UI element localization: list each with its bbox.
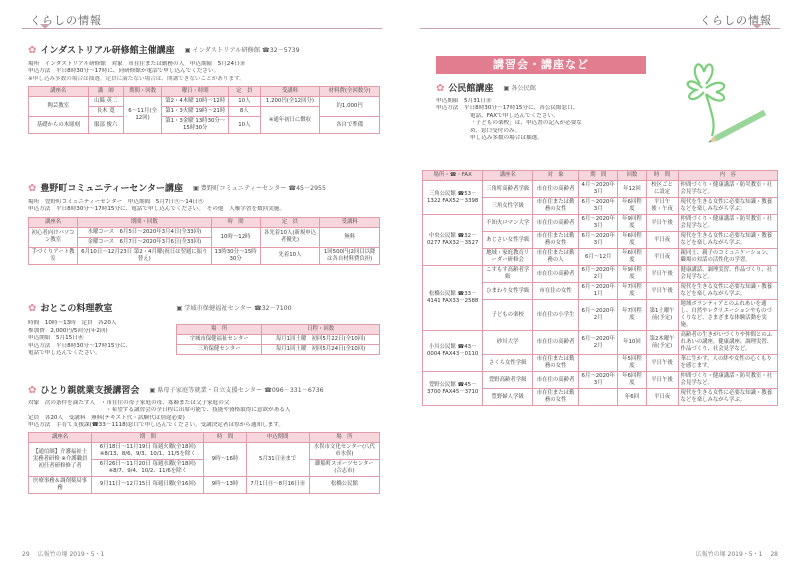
header-rule: [22, 28, 382, 29]
col-header: 講 師: [88, 87, 123, 97]
cell: 年6回程度: [618, 198, 646, 215]
cell: 平日午後: [646, 266, 678, 283]
cell: 水俣市文化センター(八代市水俣): [309, 442, 379, 459]
col-header: 期間・回数: [78, 217, 211, 227]
section-single-parent: [28, 384, 380, 494]
cell: 年9回程度: [618, 266, 646, 283]
section-title-text: 公民館講座: [448, 83, 494, 94]
col-header: 回数: [618, 171, 646, 181]
table-row: [423, 215, 778, 232]
info-line: 時間 10時～13時 定員 各20人: [28, 320, 117, 326]
page-footer-right: [696, 551, 778, 559]
info-line: 電話、FAXで申し込んでください。: [470, 112, 559, 119]
section-title-text: おとこの料理教室: [40, 303, 113, 314]
cell: 子どもの楽校: [483, 300, 533, 331]
col-header: 期間・回数: [123, 87, 162, 97]
cell: 三角保健センター: [177, 345, 262, 355]
cell: 市在住の女性: [533, 283, 579, 300]
cell: 毎月1回土曜 初回5月24日(全10回): [262, 345, 380, 355]
cell: 基礎からの木彫刻: [29, 117, 89, 134]
cell: 現代を生きる女性に必要な知識・教養などを楽しみながら学ぶ。: [678, 389, 777, 406]
col-header: 期 間: [92, 432, 204, 442]
cell: 現代を生きる女性に必要な知識・教養などを楽しみながら学ぶ。: [678, 283, 777, 300]
cell: 親同士、親子のコミュニケーション、職場の対話の活性化の学習。: [678, 249, 777, 266]
cell: さくら女性学級: [483, 355, 533, 372]
table-row: [423, 372, 778, 389]
cell: 地域・家庭教育リーダー研修会: [483, 249, 533, 266]
info-line: 申込方法 手育て支援課(☎33－1118)窓口で申し込んでください。受講決定者は県から通知します。: [28, 422, 284, 429]
cell: 金曜コース 6月7日～2020年3月6日(全33回): [78, 237, 211, 247]
table-row: [177, 335, 380, 345]
section-industrial-course: [28, 44, 380, 134]
cell: 市在住の高齢者: [533, 181, 579, 198]
cell: 年6回程度: [618, 372, 646, 389]
cell: 平日午後: [646, 355, 678, 372]
cell: 豊野婦人学級: [483, 389, 533, 406]
cell: 先着10人: [260, 247, 320, 264]
cell: 平日午後: [646, 283, 678, 300]
col-header: 申込期間: [246, 432, 309, 442]
cell: 地域ボランティアとのふれあいを通し、自然やレクリエーションやものづくりなど、さまざまな体験活動を実施。: [678, 300, 777, 331]
table-header-row: [423, 171, 778, 181]
info-line: 申込方法 平日8時30分～17時に、同研修館か電話で申し込んでください。: [28, 68, 220, 75]
info-line: 申込期限 5月31日㊎: [436, 97, 492, 104]
cell: 華に生かす、人の絆や女性の心くもりを感じます。: [678, 355, 777, 372]
cell: 三角町高齢者学級: [483, 181, 533, 198]
col-header: 対 象: [533, 171, 579, 181]
cell: 宇城市保健福祉センター: [177, 335, 262, 345]
cell: 平日午後: [646, 215, 678, 232]
cell: 現代を生きる女性に必要な知識・教養などを楽しみながら学ぶ。: [678, 198, 777, 215]
cell: 仲間づくり・健康講話・防災教室・社会見学など。: [678, 215, 777, 232]
right-page: [400, 0, 800, 566]
info-line: 場所 豊野町コミュニティーセンター 申込期間 5月7日㊋～14日㊋: [28, 198, 204, 205]
cell: 健康講話、調理実習、作品づくり、社会見学など。: [678, 266, 777, 283]
header-rule: [420, 28, 780, 29]
clover-pencil-illustration: [652, 44, 770, 150]
cell: 仲間づくり・健康講話・防災教室・社会見学など。: [678, 181, 777, 198]
col-header: 場所・☎・FAX: [423, 171, 483, 181]
table-row: [29, 442, 380, 459]
page-header-right: [420, 8, 780, 36]
cell: 御船町スポーツセンター(合志市): [309, 459, 379, 476]
cell: 6～11月(全12回): [123, 97, 162, 134]
cell: 無料: [320, 227, 380, 247]
cell: 毎月1回土曜 初回5月22日(全10回): [262, 335, 380, 345]
cell: 松橋公民館: [309, 476, 379, 493]
cell: 砂川大学: [483, 331, 533, 355]
cell: 医療事務＆調剤薬局事務: [29, 476, 92, 493]
cell: 市在住または勤務の女性: [533, 355, 579, 372]
venue-cell: 小川公民館 ☎43－0004 FAX43－0110: [423, 331, 483, 372]
table-row: [29, 476, 380, 493]
info-line: 場所 インダストリアル研修館 対象 市在住または勤務の人 申込期限 5月24日㊎: [28, 60, 246, 67]
table-row: [29, 247, 380, 264]
col-header: 受講料: [320, 217, 380, 227]
cell: 【通信制】介護福祉士実務者研修 ※介護職員初任者研修修了者: [29, 442, 92, 476]
cell: 服部 俊六: [88, 117, 123, 134]
col-header: 時 間: [204, 432, 246, 442]
col-header: 日程・回数: [262, 325, 380, 335]
cell: 平日午後: [646, 372, 678, 389]
cell: 豊野高齢者学級: [483, 372, 533, 389]
publication-name: 広報竹の塚 2019・5・1: [695, 550, 763, 558]
info-line: 申込方法 平日8時30分～17時15分に、電話で申し込んでください。 その他 人権学習を数回実施。: [28, 206, 286, 213]
cell: 9時～16時: [204, 442, 246, 476]
cell: 水曜コース 6月5日～2020年3月4日(全33回): [78, 227, 211, 237]
info-line: 申し込み多数の場合は抽選。: [470, 135, 543, 142]
cell: 1回500円(2回目以降は各自材料費負担): [320, 247, 380, 264]
section-title-text: インダストリアル研修館主催講座: [40, 45, 175, 56]
contact-info: ▣ インダストリアル研修館 ☎32－5739: [184, 46, 300, 54]
cell: 7月1日㊊～8月16日㊎: [246, 476, 309, 493]
section-toyono-community: [28, 182, 380, 265]
info-line: 対象 次の条件を満たす人 ・市在住の母子家庭の母、寡婦または父子家庭の父: [28, 399, 230, 406]
col-header: 場 所: [309, 432, 379, 442]
cell: 高齢者の生きがいづくりや仲間とのふれあいの講座。健康講座、調理実習、作品づくり、社会見学など。: [678, 331, 777, 355]
cell: 10人: [229, 97, 261, 107]
venue-cell: 三角公民館 ☎53－1322 FAX52－3398: [423, 181, 483, 215]
cell: 第1土曜午前(予定): [646, 300, 678, 331]
section-title-text: 豊野町コミュニティーセンター講座: [40, 183, 183, 194]
info-line: 申込開始 5月15日㊌: [28, 335, 84, 342]
page-header-left: [22, 8, 382, 36]
col-header: 内 容: [678, 171, 777, 181]
cell: 現代を生きる女性に必要な知識・教養などを楽しみながら学ぶ。: [678, 232, 777, 249]
table-row: [29, 97, 380, 107]
cell: 市在住または勤務の人: [533, 249, 579, 266]
cell: ひまわり女性学級: [483, 283, 533, 300]
col-header: 時 間: [211, 217, 260, 227]
header-marker: [752, 24, 762, 29]
cell: 6月～2020年2月: [579, 266, 618, 283]
cell: 9時～13時: [204, 476, 246, 493]
table-row: [29, 227, 380, 237]
page-number: 29: [22, 550, 30, 558]
table-row: [423, 331, 778, 355]
cell: 6月18日～11月19日 毎週火曜(全18回) ※8/13、8/6、9/3、10/1、11/5を除く: [92, 442, 204, 459]
cell: 長木 寛: [88, 107, 123, 117]
info-line: 定員 各20人 受講料 無料(テキスト代・試験代は別途必要): [28, 414, 185, 421]
cell: 1,200円(全12回分): [260, 97, 320, 107]
section-title: [28, 44, 380, 58]
cell: 平日夜: [646, 249, 678, 266]
col-header: 講座名: [29, 87, 89, 97]
cell: 平日夜: [646, 232, 678, 249]
cell: 校区ごとに設定: [646, 181, 678, 198]
cell: 陶芸教室: [29, 97, 89, 117]
cell: 年5回程度: [618, 355, 646, 372]
bullet-icon: ✿: [28, 183, 37, 194]
cell: 平日夜: [646, 389, 678, 406]
schedule-table: [176, 324, 380, 355]
section-banner: 講習会・講座など: [436, 56, 646, 74]
cell: 山縣 英二: [88, 97, 123, 107]
info-line: 参加費 2,000円/5回分(年2回): [28, 327, 108, 334]
contact-info: ▣ 学域市保健福祉センター ☎32－7100: [176, 304, 292, 312]
cell: ※通年初日に徴収: [260, 107, 320, 134]
section-title: [28, 302, 380, 316]
cell: 市在住の高齢者: [533, 266, 579, 283]
page-number: 28: [770, 550, 778, 558]
page-footer-left: [22, 551, 104, 559]
cell: 年6回: [618, 389, 646, 406]
info-block: [28, 320, 168, 358]
header-marker: [40, 24, 50, 29]
info-line: 電話で申し込んでください。: [28, 350, 101, 357]
cell: 4月～2020年3月: [579, 181, 618, 198]
venue-cell: 中央公民館 ☎32－0277 FAX32－3527: [423, 215, 483, 266]
cell: 6月26日～11月20日 毎週水曜(全18回) ※8/7、9/4、10/2、11/6を除く: [92, 459, 204, 476]
cell: 6月～2020年2月: [579, 331, 618, 355]
venue-cell: 豊野公民館 ☎45－3700 FAX45－3710: [423, 372, 483, 406]
table-row: [423, 181, 778, 198]
cell: 市在住の小学生: [533, 300, 579, 331]
cell: 第1・3金曜 13時30分～15時30分: [162, 117, 229, 134]
cell: 年9回程度: [618, 215, 646, 232]
col-header: 時 間: [646, 171, 678, 181]
cell: 10時～12時: [211, 227, 260, 247]
cell: 6月～2020年3月: [579, 198, 618, 215]
cell: 8人: [229, 107, 261, 117]
cell: 各自で準備: [320, 117, 380, 134]
cell: 6月～2020年2月: [579, 300, 618, 331]
cell: 手づくりアート教室: [29, 247, 78, 264]
col-header: 定 員: [260, 217, 320, 227]
cell: 各先着10人(新規申込者優先): [260, 227, 320, 247]
cell: こすもす高齢者学級: [483, 266, 533, 283]
info-line: 申込方法 平日8時30分～17時15分に、各公民館窓口、: [436, 105, 579, 112]
cell: 初心者向けパソコン教室: [29, 227, 78, 247]
cell: 三角女性学級: [483, 198, 533, 215]
col-header: 講座名: [29, 217, 78, 227]
cell: 不知火ロマン大学: [483, 215, 533, 232]
header-title: くらしの情報: [30, 14, 102, 27]
cell: 年12回: [618, 181, 646, 198]
cell: 約1,000円: [320, 97, 380, 117]
cell: 市在住の高齢者: [533, 215, 579, 232]
cell: 平日午後・午夜: [646, 198, 678, 215]
header-title: くらしの情報: [700, 14, 772, 27]
section-title: [28, 182, 380, 196]
section-title: [28, 384, 380, 398]
section-kominkan: [436, 82, 652, 143]
info-line: ・希望する講習会の全日程に出席可能で、技能や資格取得に意欲がある人: [106, 407, 291, 414]
table-header-row: [29, 432, 380, 442]
cell: 年6回程度: [618, 232, 646, 249]
cell: 市在住または勤務の女性: [533, 198, 579, 215]
cell: 市在住または勤務の女性: [533, 389, 579, 406]
kominkan-table: [422, 170, 778, 406]
cell: 6月～12月: [579, 249, 618, 266]
cell: 市在住または勤務の女性: [533, 232, 579, 249]
contact-info: ▣ 各公民館: [503, 84, 536, 92]
table-row: [29, 117, 380, 134]
col-header: 定 員: [229, 87, 261, 97]
publication-name: 広報竹の塚 2019・5・1: [37, 550, 105, 558]
cell: 13時30分～15時30分: [211, 247, 260, 264]
cell: 第1・3火曜 19時～21時: [162, 107, 229, 117]
course-table: [28, 432, 380, 494]
cell: 6月～2020年3月: [579, 215, 618, 232]
cell: 市在住の高齢者: [533, 372, 579, 389]
cell: [579, 389, 618, 406]
table-header-row: [29, 87, 380, 97]
cell: 6月～2020年3月: [579, 372, 618, 389]
cell: 6月～2020年1月: [579, 283, 618, 300]
cell: 年7回程度: [618, 283, 646, 300]
bullet-icon: ✿: [28, 303, 37, 314]
section-title-text: ひとり親就業支援講習会: [40, 385, 140, 396]
col-header: 場 所: [177, 325, 262, 335]
section-mens-cooking: [28, 302, 380, 357]
cell: 6月～2020年3月: [579, 232, 618, 249]
cell: 第2木曜午前(予定): [646, 331, 678, 355]
col-header: 材料費(全回数分): [320, 87, 380, 97]
info-line: め、窓口受付のみ。: [470, 127, 521, 134]
col-header: 講座名: [483, 171, 533, 181]
course-table: [28, 86, 380, 134]
cell: 第2・4木曜 10時～12時: [162, 97, 229, 107]
col-header: 期 間: [579, 171, 618, 181]
info-line: 「子どもの楽校」は、申込書の記入が必要な: [470, 120, 582, 127]
contact-info: ▣ 豊野町コミュニティーセンター ☎45－2955: [192, 184, 326, 192]
bullet-icon: ✿: [28, 385, 37, 396]
cell: 市在住の高齢者: [533, 331, 579, 355]
info-line: 申込方法 平日8時30分～17時15分に、: [28, 342, 132, 349]
cell: 5月31日㊎まで: [246, 442, 309, 476]
table-row: [177, 345, 380, 355]
bullet-icon: ✿: [28, 45, 37, 56]
col-header: 講座名: [29, 432, 92, 442]
cell: 年10回: [618, 331, 646, 355]
table-header-row: [177, 325, 380, 335]
cell: 6月10日～12月23日 第2・4月曜(祝日は翌週に振り替え): [78, 247, 211, 264]
cell: 10人: [229, 117, 261, 134]
info-note: ※申し込み多数の場合は抽選。定員に満たない場合は、開講できないことがあります。: [28, 75, 245, 82]
cell: 年6回程度: [618, 249, 646, 266]
cell: あじさい女性学級: [483, 232, 533, 249]
section-title: [436, 82, 652, 96]
col-header: 受講料: [260, 87, 320, 97]
course-table: [28, 217, 380, 265]
cell: [579, 355, 618, 372]
cell: 9月11日～12月15日 毎週日曜(全16回): [92, 476, 204, 493]
cell: 仲間づくり・健康講話・防災教室・社会見学など。: [678, 372, 777, 389]
table-row: [423, 266, 778, 283]
col-header: 曜日・時間: [162, 87, 229, 97]
cell: 年7回程度: [618, 300, 646, 331]
contact-info: ▣ 県母子家庭等就業・自立支援センター ☎096－331－6736: [149, 386, 324, 394]
table-header-row: [29, 217, 380, 227]
venue-cell: 松橋公民館 ☎33－4141 FAX33－2588: [423, 266, 483, 331]
bullet-icon: ✿: [436, 83, 445, 94]
